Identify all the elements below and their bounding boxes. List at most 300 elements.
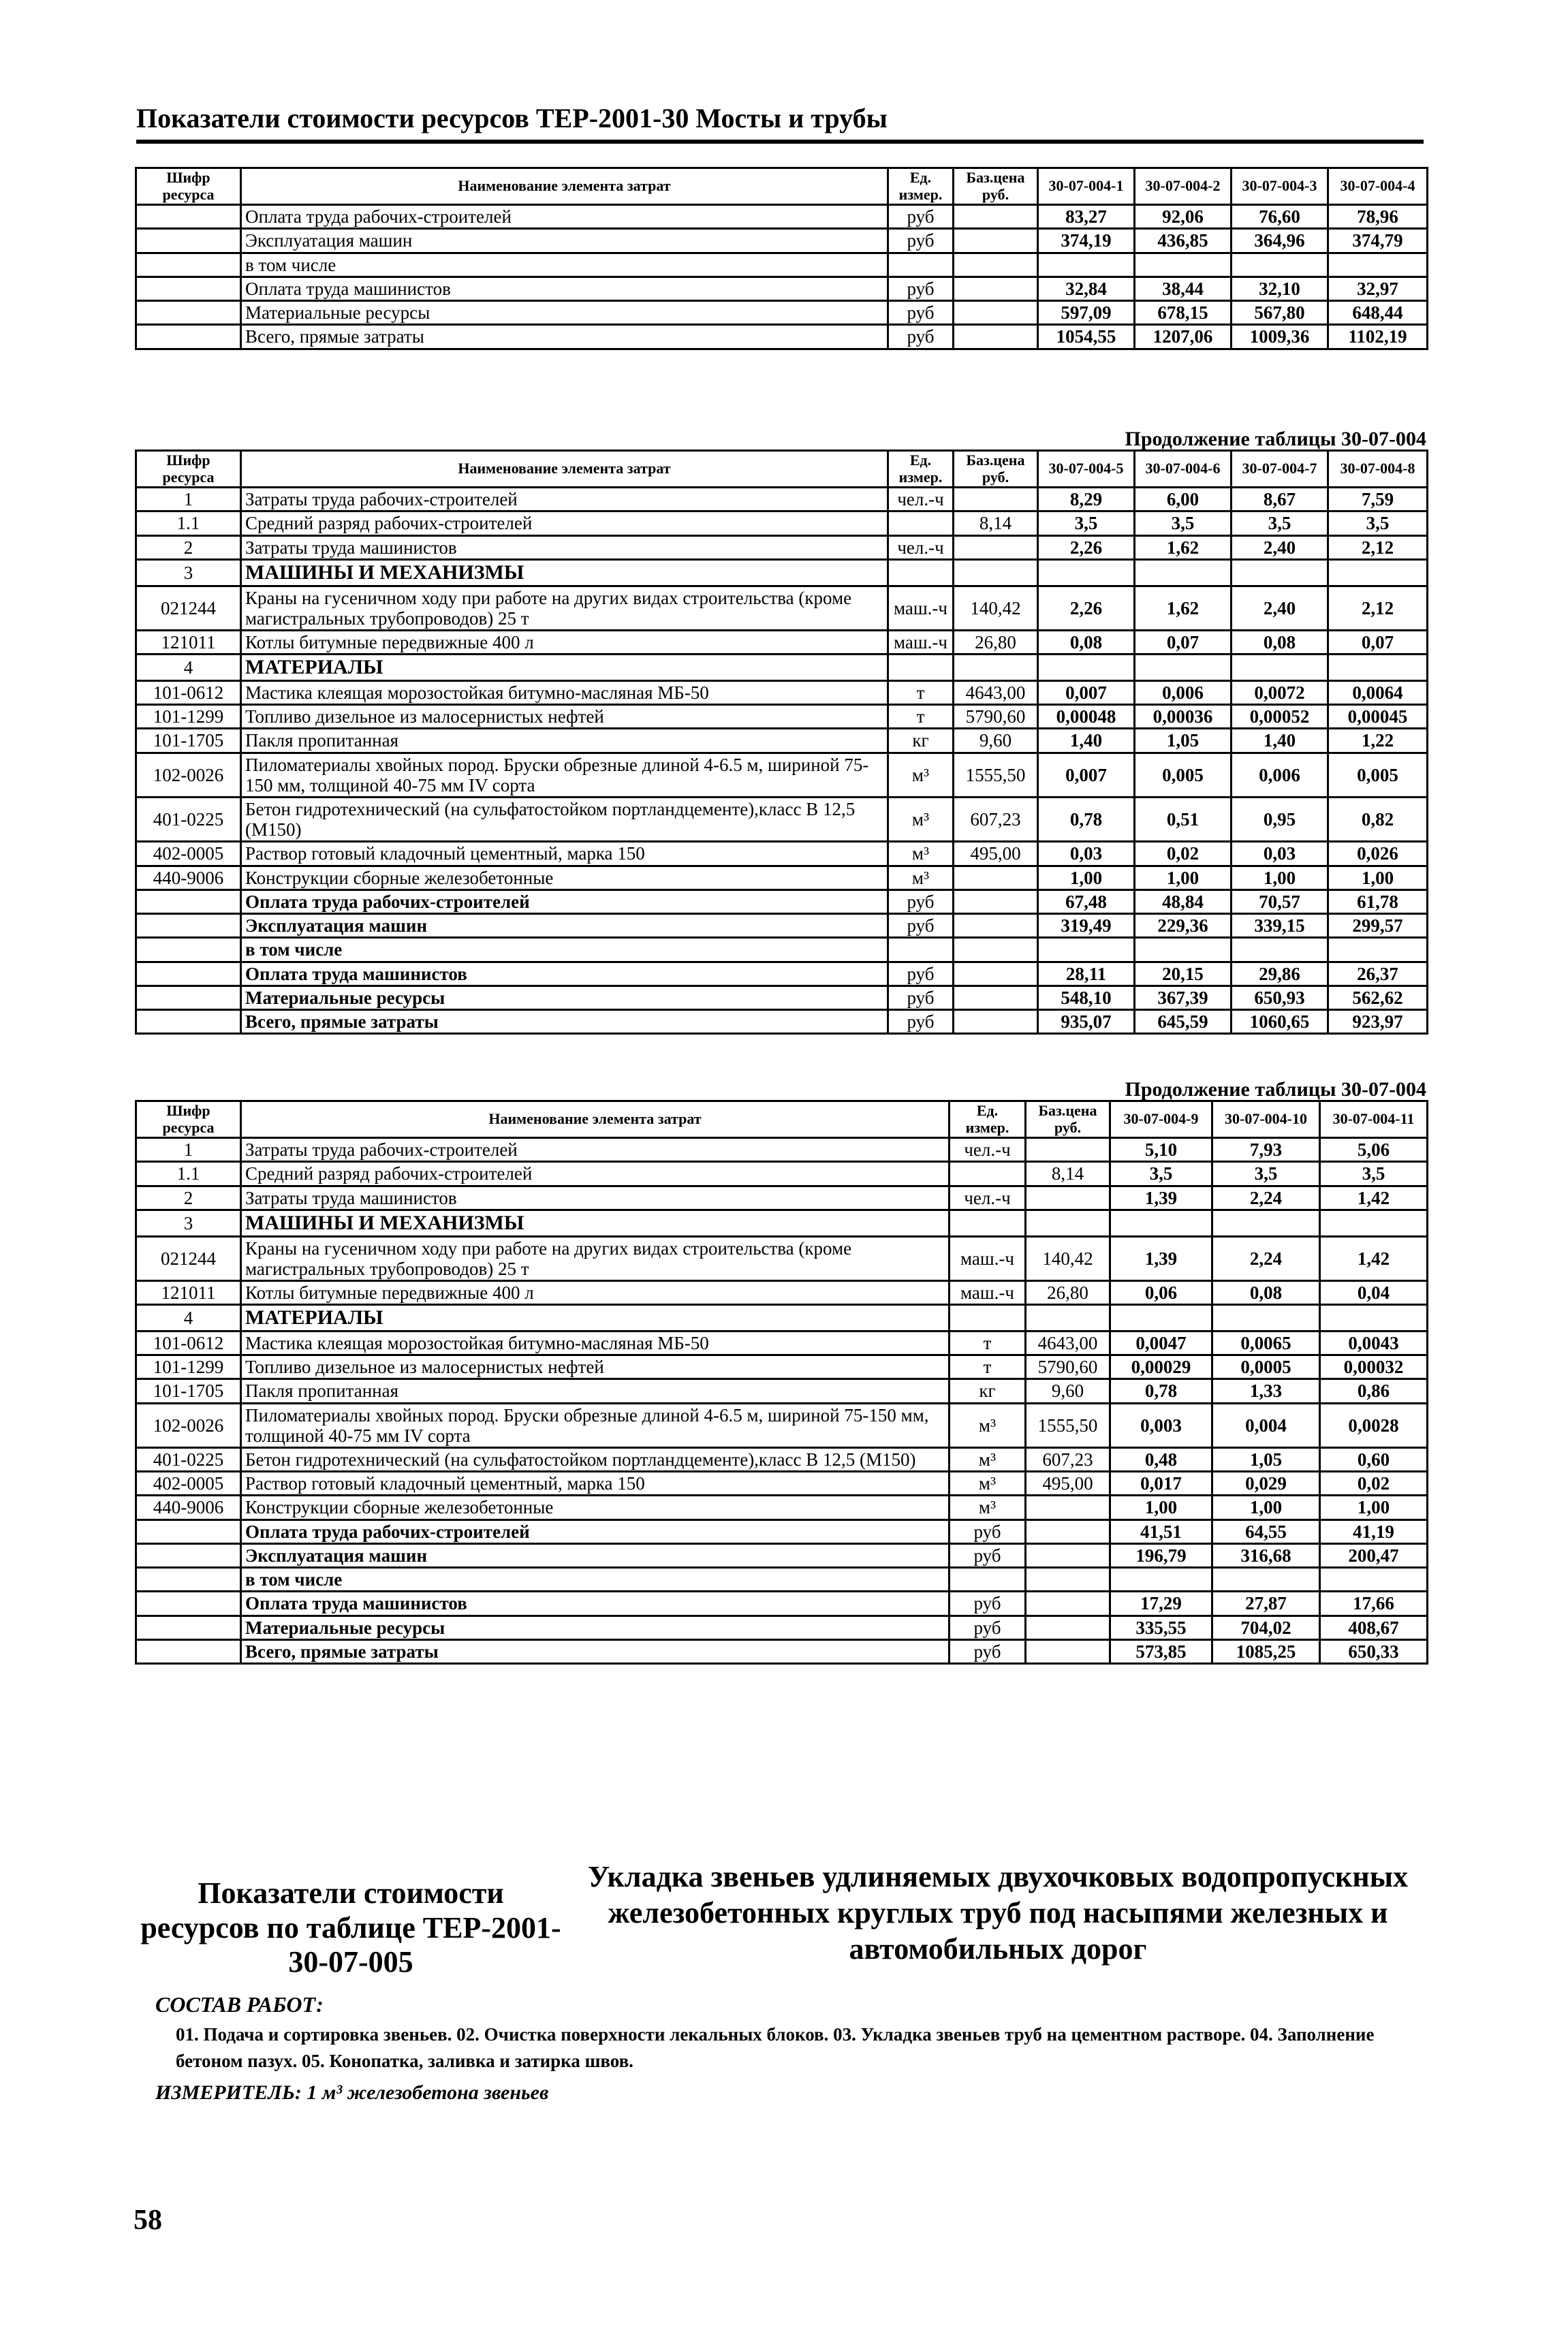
element-name-cell: Пиломатериалы хвойных пород. Бруски обрезные длиной 4-6.5 м, шириной 75-150 мм, толщиной 40-75 мм IV сорта <box>241 1403 950 1447</box>
resource-code-cell: 440-9006 <box>136 1496 241 1519</box>
base-price-cell: 5790,60 <box>954 705 1038 729</box>
value-cell: 0,0047 <box>1110 1331 1212 1355</box>
resource-code-cell: 440-9006 <box>136 866 241 889</box>
base-price-cell: 607,23 <box>954 798 1038 842</box>
value-cell: 299,57 <box>1328 914 1428 938</box>
value-cell <box>1110 1305 1212 1332</box>
element-name-cell: в том числе <box>241 253 888 277</box>
resource-code-cell: 401-0225 <box>136 1448 241 1472</box>
unit-cell: т <box>950 1355 1026 1379</box>
value-cell: 339,15 <box>1232 914 1328 938</box>
table-row <box>136 842 1428 866</box>
value-cell <box>1232 559 1328 586</box>
unit-cell: кг <box>950 1379 1026 1403</box>
value-cell: 567,80 <box>1232 301 1328 325</box>
resource-code-cell <box>136 325 241 349</box>
base-price-cell: 4643,00 <box>954 680 1038 704</box>
resource-code-cell <box>136 889 241 913</box>
element-name-cell: Пакля пропитанная <box>241 1379 950 1403</box>
column-header: 30-07-004-1 <box>1038 168 1135 205</box>
unit-cell <box>950 1305 1026 1332</box>
resource-code-cell <box>136 277 241 300</box>
value-cell <box>1135 559 1232 586</box>
value-cell: 2,40 <box>1232 535 1328 559</box>
base-price-cell: 1555,50 <box>1026 1403 1110 1447</box>
element-name-cell: Бетон гидротехнический (на сульфатостойком портландцементе),класс В 12,5 (М150) <box>241 798 888 842</box>
page-header-title: Показатели стоимости ресурсов ТЕР-2001-30 Мосты и трубы <box>136 103 888 133</box>
column-header: 30-07-004-7 <box>1232 451 1328 488</box>
continuation-label-1: Продолжение таблицы 30-07-004 <box>1125 428 1426 450</box>
continuation-label-2: Продолжение таблицы 30-07-004 <box>1125 1078 1426 1101</box>
table-row <box>136 1616 1428 1639</box>
value-cell: 32,84 <box>1038 277 1135 300</box>
base-price-cell: 8,14 <box>954 511 1038 535</box>
unit-cell: т <box>888 705 954 729</box>
table-header-row <box>136 168 1428 205</box>
base-price-cell <box>954 277 1038 300</box>
resource-code-cell: 102-0026 <box>136 753 241 797</box>
table-row <box>136 798 1428 842</box>
base-price-cell: 4643,00 <box>1026 1331 1110 1355</box>
column-header: Шифр ресурса <box>136 451 241 488</box>
value-cell <box>1135 938 1232 962</box>
value-cell: 1,05 <box>1212 1448 1320 1472</box>
value-cell: 597,09 <box>1038 301 1135 325</box>
element-name-cell: Краны на гусеничном ходу при работе на других видах строительства (кроме магистральных трубопроводов) 25 т <box>241 586 888 630</box>
value-cell: 0,003 <box>1110 1403 1212 1447</box>
unit-cell: руб <box>888 986 954 1009</box>
table-row <box>136 1305 1428 1332</box>
value-cell: 2,40 <box>1232 586 1328 630</box>
value-cell: 2,24 <box>1212 1236 1320 1280</box>
unit-cell: руб <box>888 301 954 325</box>
base-price-cell <box>954 205 1038 229</box>
unit-cell: руб <box>950 1543 1026 1567</box>
base-price-cell <box>954 914 1038 938</box>
unit-cell <box>888 938 954 962</box>
value-cell: 408,67 <box>1320 1616 1428 1639</box>
works-heading: СОСТАВ РАБОТ: <box>155 1992 324 2017</box>
value-cell: 7,93 <box>1212 1138 1320 1162</box>
value-cell: 0,006 <box>1232 753 1328 797</box>
value-cell <box>1212 1210 1320 1236</box>
value-cell: 0,005 <box>1328 753 1428 797</box>
unit-cell: м³ <box>888 842 954 866</box>
value-cell: 573,85 <box>1110 1639 1212 1663</box>
page-header <box>136 102 1424 144</box>
base-price-cell <box>954 1010 1038 1034</box>
value-cell: 2,24 <box>1212 1186 1320 1210</box>
value-cell: 1,39 <box>1110 1236 1212 1280</box>
base-price-cell <box>1026 1210 1110 1236</box>
value-cell: 3,5 <box>1328 511 1428 535</box>
resource-code-cell: 101-0612 <box>136 680 241 704</box>
works-text: 01. Подача и сортировка звеньев. 02. Очистка поверхности лекальных блоков. 03. Укладка звеньев труб на цементном растворе. 04. Заполнение бетоном пазух. 05. Конопатка, заливка и затирка швов. <box>176 2024 1375 2072</box>
unit-cell: м³ <box>950 1448 1026 1472</box>
value-cell: 1,42 <box>1320 1236 1428 1280</box>
resource-code-cell: 1.1 <box>136 1162 241 1186</box>
value-cell: 26,37 <box>1328 962 1428 986</box>
resource-code-cell <box>136 253 241 277</box>
value-cell: 0,0064 <box>1328 680 1428 704</box>
element-name-cell: Материальные ресурсы <box>241 1616 950 1639</box>
resource-code-cell <box>136 986 241 1009</box>
unit-cell: руб <box>950 1639 1026 1663</box>
base-price-cell <box>1026 1305 1110 1332</box>
resource-code-cell: 101-0612 <box>136 1331 241 1355</box>
base-price-cell <box>954 301 1038 325</box>
element-name-cell: Мастика клеящая морозостойкая битумно-масляная МБ-50 <box>241 680 888 704</box>
unit-cell: руб <box>888 914 954 938</box>
base-price-cell: 495,00 <box>1026 1472 1110 1496</box>
table-row <box>136 1138 1428 1162</box>
table-row <box>136 535 1428 559</box>
value-cell: 0,0043 <box>1320 1331 1428 1355</box>
value-cell: 0,0028 <box>1320 1403 1428 1447</box>
cost-table-2 <box>135 450 1428 1035</box>
resource-code-cell: 121011 <box>136 1281 241 1305</box>
value-cell <box>1038 938 1135 962</box>
column-header: Баз.цена руб. <box>1026 1101 1110 1138</box>
table-row <box>136 1448 1428 1472</box>
table-row <box>136 1496 1428 1519</box>
base-price-cell: 26,80 <box>1026 1281 1110 1305</box>
unit-cell: м³ <box>888 798 954 842</box>
value-cell: 1,39 <box>1110 1186 1212 1210</box>
value-cell <box>1232 655 1328 681</box>
value-cell: 0,04 <box>1320 1281 1428 1305</box>
value-cell: 0,08 <box>1038 631 1135 655</box>
value-cell: 0,0005 <box>1212 1355 1320 1379</box>
value-cell: 374,19 <box>1038 229 1135 253</box>
resource-code-cell: 101-1299 <box>136 705 241 729</box>
value-cell: 0,48 <box>1110 1448 1212 1472</box>
unit-cell: руб <box>950 1616 1026 1639</box>
value-cell: 1,00 <box>1110 1496 1212 1519</box>
base-price-cell <box>954 253 1038 277</box>
value-cell: 1,62 <box>1135 586 1232 630</box>
unit-cell: т <box>888 680 954 704</box>
value-cell: 2,26 <box>1038 535 1135 559</box>
value-cell: 67,48 <box>1038 889 1135 913</box>
unit-cell <box>888 511 954 535</box>
cost-table-3 <box>135 1100 1428 1665</box>
value-cell: 229,36 <box>1135 914 1232 938</box>
value-cell <box>1328 655 1428 681</box>
value-cell: 0,00052 <box>1232 705 1328 729</box>
value-cell: 38,44 <box>1135 277 1232 300</box>
value-cell: 3,5 <box>1320 1162 1428 1186</box>
unit-cell: чел.-ч <box>950 1138 1026 1162</box>
base-price-cell: 9,60 <box>1026 1379 1110 1403</box>
value-cell: 7,59 <box>1328 488 1428 511</box>
unit-cell: руб <box>888 205 954 229</box>
table-row <box>136 511 1428 535</box>
base-price-cell <box>954 488 1038 511</box>
table-row <box>136 655 1428 681</box>
section-title-left: Показатели стоимости ресурсов по таблице ТЕР-2001-30-07-005 <box>140 1876 561 1979</box>
value-cell: 0,00045 <box>1328 705 1428 729</box>
value-cell: 0,029 <box>1212 1472 1320 1496</box>
unit-cell: маш.-ч <box>888 586 954 630</box>
value-cell: 704,02 <box>1212 1616 1320 1639</box>
element-name-cell: Котлы битумные передвижные 400 л <box>241 1281 950 1305</box>
value-cell: 3,5 <box>1212 1162 1320 1186</box>
value-cell: 3,5 <box>1110 1162 1212 1186</box>
base-price-cell: 140,42 <box>954 586 1038 630</box>
unit-cell: маш.-ч <box>888 631 954 655</box>
value-cell: 678,15 <box>1135 301 1232 325</box>
value-cell: 5,06 <box>1320 1138 1428 1162</box>
element-name-cell: Оплата труда машинистов <box>241 962 888 986</box>
unit-cell <box>950 1568 1026 1592</box>
value-cell: 32,10 <box>1232 277 1328 300</box>
resource-code-cell: 101-1705 <box>136 729 241 753</box>
value-cell: 17,66 <box>1320 1592 1428 1616</box>
element-name-cell: Материальные ресурсы <box>241 986 888 1009</box>
value-cell: 0,08 <box>1232 631 1328 655</box>
value-cell: 1,00 <box>1328 866 1428 889</box>
table-row <box>136 253 1428 277</box>
base-price-cell: 607,23 <box>1026 1448 1110 1472</box>
table-row <box>136 986 1428 1009</box>
table-row <box>136 1519 1428 1543</box>
table-row <box>136 559 1428 586</box>
base-price-cell: 5790,60 <box>1026 1355 1110 1379</box>
element-name-cell: МАШИНЫ И МЕХАНИЗМЫ <box>241 1210 950 1236</box>
value-cell: 1,33 <box>1212 1379 1320 1403</box>
value-cell: 2,26 <box>1038 586 1135 630</box>
base-price-cell <box>1026 1543 1110 1567</box>
table-row <box>136 229 1428 253</box>
base-price-cell <box>954 535 1038 559</box>
element-name-cell: МАТЕРИАЛЫ <box>241 655 888 681</box>
table-row <box>136 586 1428 630</box>
unit-cell: чел.-ч <box>950 1186 1026 1210</box>
table-row <box>136 1592 1428 1616</box>
value-cell: 2,12 <box>1328 535 1428 559</box>
unit-cell: руб <box>888 277 954 300</box>
value-cell: 8,29 <box>1038 488 1135 511</box>
value-cell <box>1232 938 1328 962</box>
value-cell <box>1135 253 1232 277</box>
unit-cell: м³ <box>950 1496 1026 1519</box>
value-cell: 436,85 <box>1135 229 1232 253</box>
value-cell: 200,47 <box>1320 1543 1428 1567</box>
value-cell <box>1232 253 1328 277</box>
base-price-cell <box>1026 1186 1110 1210</box>
element-name-cell: Эксплуатация машин <box>241 229 888 253</box>
table-row <box>136 1543 1428 1567</box>
column-header: Наименование элемента затрат <box>241 451 888 488</box>
resource-code-cell: 101-1299 <box>136 1355 241 1379</box>
table-row <box>136 1331 1428 1355</box>
value-cell: 1,00 <box>1212 1496 1320 1519</box>
element-name-cell: Пиломатериалы хвойных пород. Бруски обрезные длиной 4-6.5 м, шириной 75-150 мм, толщиной 40-75 мм IV сорта <box>241 753 888 797</box>
resource-code-cell: 401-0225 <box>136 798 241 842</box>
base-price-cell <box>1026 1616 1110 1639</box>
table-row <box>136 1472 1428 1496</box>
element-name-cell: в том числе <box>241 1568 950 1592</box>
value-cell: 196,79 <box>1110 1543 1212 1567</box>
value-cell: 1085,25 <box>1212 1639 1320 1663</box>
element-name-cell: Затраты труда рабочих-строителей <box>241 1138 950 1162</box>
column-header: 30-07-004-10 <box>1212 1101 1320 1138</box>
element-name-cell: Краны на гусеничном ходу при работе на других видах строительства (кроме магистральных трубопроводов) 25 т <box>241 1236 950 1280</box>
table-row <box>136 889 1428 913</box>
column-header: Наименование элемента затрат <box>241 1101 950 1138</box>
value-cell: 0,0065 <box>1212 1331 1320 1355</box>
base-price-cell: 495,00 <box>954 842 1038 866</box>
measure-text: ИЗМЕРИТЕЛЬ: 1 м³ железобетона звеньев <box>155 2081 549 2104</box>
element-name-cell: Мастика клеящая морозостойкая битумно-масляная МБ-50 <box>241 1331 950 1355</box>
value-cell: 648,44 <box>1328 301 1428 325</box>
base-price-cell <box>954 889 1038 913</box>
table-row <box>136 962 1428 986</box>
resource-code-cell <box>136 205 241 229</box>
element-name-cell: Котлы битумные передвижные 400 л <box>241 631 888 655</box>
value-cell: 48,84 <box>1135 889 1232 913</box>
unit-cell <box>888 655 954 681</box>
unit-cell: чел.-ч <box>888 535 954 559</box>
table-header-row <box>136 451 1428 488</box>
element-name-cell: в том числе <box>241 938 888 962</box>
value-cell: 0,007 <box>1038 680 1135 704</box>
unit-cell: руб <box>950 1592 1026 1616</box>
element-name-cell: МАТЕРИАЛЫ <box>241 1305 950 1332</box>
base-price-cell <box>954 938 1038 962</box>
value-cell: 0,07 <box>1328 631 1428 655</box>
element-name-cell: Затраты труда машинистов <box>241 535 888 559</box>
value-cell: 1,00 <box>1038 866 1135 889</box>
base-price-cell: 26,80 <box>954 631 1038 655</box>
column-header: 30-07-004-4 <box>1328 168 1428 205</box>
value-cell: 1,42 <box>1320 1186 1428 1210</box>
value-cell <box>1328 938 1428 962</box>
base-price-cell: 140,42 <box>1026 1236 1110 1280</box>
unit-cell: руб <box>950 1519 1026 1543</box>
base-price-cell <box>1026 1639 1110 1663</box>
table-header-row <box>136 1101 1428 1138</box>
unit-cell: м³ <box>950 1403 1026 1447</box>
element-name-cell: Оплата труда рабочих-строителей <box>241 1519 950 1543</box>
base-price-cell <box>954 655 1038 681</box>
value-cell: 650,33 <box>1320 1639 1428 1663</box>
value-cell: 0,51 <box>1135 798 1232 842</box>
column-header: Баз.цена руб. <box>954 451 1038 488</box>
value-cell: 20,15 <box>1135 962 1232 986</box>
base-price-cell: 9,60 <box>954 729 1038 753</box>
element-name-cell: Затраты труда рабочих-строителей <box>241 488 888 511</box>
value-cell: 0,026 <box>1328 842 1428 866</box>
value-cell <box>1328 559 1428 586</box>
column-header: Ед. измер. <box>888 168 954 205</box>
resource-code-cell <box>136 938 241 962</box>
unit-cell: руб <box>888 962 954 986</box>
element-name-cell: Материальные ресурсы <box>241 301 888 325</box>
base-price-cell <box>1026 1592 1110 1616</box>
value-cell <box>1038 559 1135 586</box>
resource-code-cell: 021244 <box>136 586 241 630</box>
value-cell: 1,00 <box>1135 866 1232 889</box>
value-cell: 935,07 <box>1038 1010 1135 1034</box>
resource-code-cell <box>136 1639 241 1663</box>
resource-code-cell <box>136 1616 241 1639</box>
element-name-cell: Раствор готовый кладочный цементный, марка 150 <box>241 1472 950 1496</box>
base-price-cell <box>954 866 1038 889</box>
resource-code-cell: 4 <box>136 1305 241 1332</box>
element-name-cell: Топливо дизельное из малосернистых нефтей <box>241 705 888 729</box>
unit-cell <box>950 1162 1026 1186</box>
column-header: 30-07-004-2 <box>1135 168 1232 205</box>
value-cell <box>1328 253 1428 277</box>
value-cell: 1,40 <box>1038 729 1135 753</box>
value-cell: 0,06 <box>1110 1281 1212 1305</box>
value-cell: 374,79 <box>1328 229 1428 253</box>
value-cell: 32,97 <box>1328 277 1428 300</box>
unit-cell: м³ <box>888 753 954 797</box>
unit-cell: м³ <box>888 866 954 889</box>
unit-cell: руб <box>888 229 954 253</box>
resource-code-cell <box>136 1592 241 1616</box>
value-cell: 0,02 <box>1320 1472 1428 1496</box>
table-row <box>136 914 1428 938</box>
table-row <box>136 753 1428 797</box>
element-name-cell: Оплата труда рабочих-строителей <box>241 889 888 913</box>
resource-code-cell: 1.1 <box>136 511 241 535</box>
table-row <box>136 1403 1428 1447</box>
element-name-cell: Конструкции сборные железобетонные <box>241 866 888 889</box>
value-cell: 0,78 <box>1038 798 1135 842</box>
resource-code-cell: 402-0005 <box>136 1472 241 1496</box>
resource-code-cell: 121011 <box>136 631 241 655</box>
resource-code-cell: 102-0026 <box>136 1403 241 1447</box>
element-name-cell: Топливо дизельное из малосернистых нефтей <box>241 1355 950 1379</box>
value-cell: 650,93 <box>1232 986 1328 1009</box>
unit-cell: маш.-ч <box>950 1236 1026 1280</box>
value-cell: 1,40 <box>1232 729 1328 753</box>
resource-code-cell <box>136 1519 241 1543</box>
unit-cell: чел.-ч <box>888 488 954 511</box>
resource-code-cell <box>136 1568 241 1592</box>
value-cell: 3,5 <box>1135 511 1232 535</box>
table-row <box>136 1186 1428 1210</box>
column-header: Наименование элемента затрат <box>241 168 888 205</box>
element-name-cell: Эксплуатация машин <box>241 1543 950 1567</box>
value-cell <box>1135 655 1232 681</box>
table-row <box>136 729 1428 753</box>
element-name-cell: Бетон гидротехнический (на сульфатостойком портландцементе),класс В 12,5 (М150) <box>241 1448 950 1472</box>
unit-cell <box>888 559 954 586</box>
element-name-cell: Всего, прямые затраты <box>241 1010 888 1034</box>
resource-code-cell <box>136 229 241 253</box>
value-cell: 70,57 <box>1232 889 1328 913</box>
value-cell: 1,62 <box>1135 535 1232 559</box>
resource-code-cell: 3 <box>136 559 241 586</box>
value-cell: 316,68 <box>1212 1543 1320 1567</box>
resource-code-cell: 101-1705 <box>136 1379 241 1403</box>
value-cell: 78,96 <box>1328 205 1428 229</box>
value-cell <box>1038 253 1135 277</box>
value-cell: 61,78 <box>1328 889 1428 913</box>
table-row <box>136 1568 1428 1592</box>
base-price-cell <box>954 986 1038 1009</box>
table-row <box>136 680 1428 704</box>
table-row <box>136 938 1428 962</box>
unit-cell: м³ <box>950 1472 1026 1496</box>
element-name-cell: Оплата труда машинистов <box>241 1592 950 1616</box>
value-cell: 41,19 <box>1320 1519 1428 1543</box>
